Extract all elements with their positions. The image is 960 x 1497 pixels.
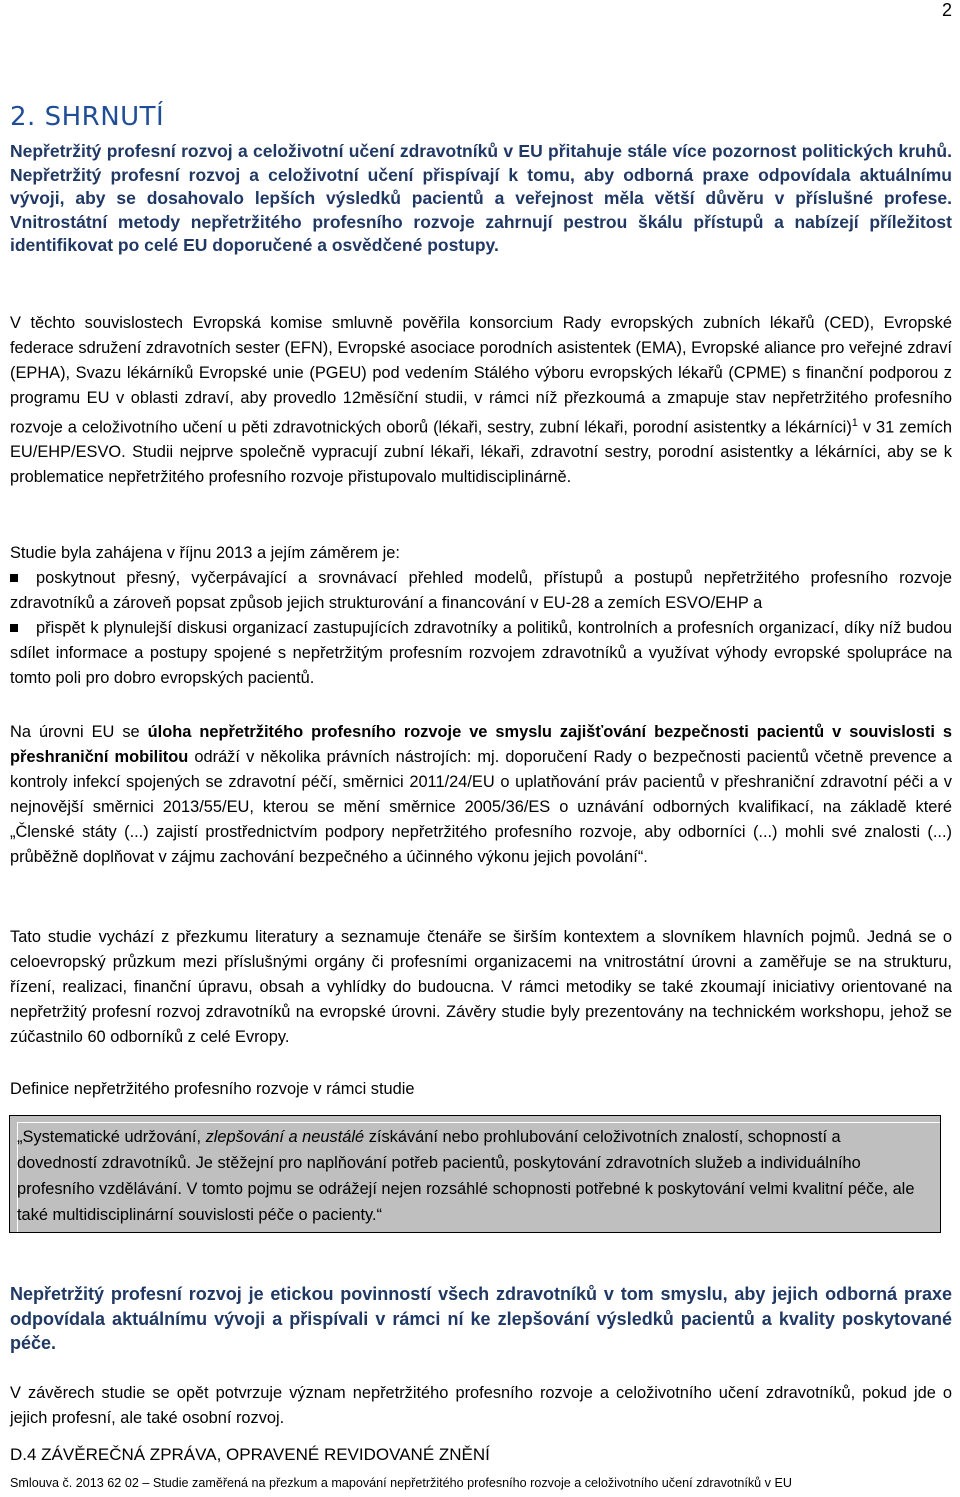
intro-summary: Nepřetržitý profesní rozvoj a celoživotní učení zdravotníků v EU přitahuje stále více pozornost politických kruhů. Nepřetržitý profesní rozvoj a celoživotní učení přispívají k tomu, aby odborná praxe odpovídala aktuálnímu vývoji, aby se dosahovalo lepších výsledků pacientů a veřejnost měla větší důvěru v příslušné profese. Vnitrostátní metody nepřetržitého profesního rozvoje zahrnují pestrou škálu přístupů a nabízejí příležitost identifikovat po celé EU doporučené a osvědčené postupy. [10,141,952,255]
page-number: 2 [941,0,952,20]
list-item: poskytnout přesný, vyčerpávající a srovnávací přehled modelů, přístupů a postupů nepřetržitého profesního rozvoje zdravotníků a zároveň popsat způsob jejich strukturování a financování v EU-28 a zemích ESVO/EHP a [10,569,952,612]
consortium-text: V těchto souvislostech Evropská komise smluvně pověřila konsorcium Rady evropských zubních lékařů (CED), Evropské federace sdružení zdravotních sester (EFN), Evropské asociace porodních asistentek (EMA), Evropské aliance pro veřejné zdraví (EPHA), Svazu lékárníků Evropské unie (PGEU) pod vedením Stálého výboru evropských lékařů (CPME) s finanční podporou z programu EU v oblasti zdraví, aby provedlo 12měsíční studii, v rámci níž přezkoumá a zmapuje stav nepřetržitého profesního rozvoje a celoživotního učení u pěti zdravotnických oborů (lékaři, sestry, zubní lékaři, porodní asistentky a lékárníci) [10,314,952,437]
square-bullet-icon [10,574,18,582]
list-item: přispět k plynulejší diskusi organizací zastupujících zdravotníky a politiků, kontrolních a profesních organizací, díky níž budou sdílet informace a postupy spojené s nepřetržitým profesním rozvojem zdravotníků a využívat výhody evropské spolupráce na tomto poli pro dobro evropských pacientů. [10,619,952,687]
definition-label: Definice nepřetržitého profesního rozvoje v rámci studie [10,1080,415,1098]
footnote-ref[interactable]: 1 [851,417,858,429]
footer-contract: Smlouva č. 2013 62 02 – Studie zaměřená na přezkum a mapování nepřetržitého profesního rozvoje a celoživotního učení zdravotníků v EU [10,1476,792,1490]
definition-quote: „Systematické udržování, zlepšování a neustálé získávání nebo prohlubování celoživotních znalostí, schopností a dovedností zdravotníků. Je stěžejní pro naplňování potřeb pacientů, poskytování zdravotních služeb a individuálního profesního vzdělávání. V tomto pojmu se odrážejí nejen rozsáhlé schopnosti potřebné k poskytování velmi kvalitní péče, ale také multidisciplinární souvislosti péče o pacienty.“ [17,1128,915,1224]
conclusion-paragraph: V závěrech studie se opět potvrzuje význam nepřetržitého profesního rozvoje a celoživotního učení zdravotníků, pokud jde o jejich profesní, ale také osobní rozvoj. [10,1384,952,1427]
eu-level-bold: úloha nepřetržitého profesního rozvoje ve smyslu zajišťování bezpečnosti pacientů v souvislosti s přeshraniční mobilitou [10,723,953,766]
ethics-statement: Nepřetržitý profesní rozvoj je etickou povinností všech zdravotníků v tom smyslu, aby jejich odborná praxe odpovídala aktuálnímu vývoji a přispívali v rámci ní ke zlepšování výsledků pacientů a kvality poskytované péče. [10,1284,952,1353]
footer-title: D.4 ZÁVĚREČNÁ ZPRÁVA, OPRAVENÉ REVIDOVANÉ ZNĚNÍ [10,1445,490,1464]
study-lead: Studie byla zahájena v říjnu 2013 a jejím záměrem je: [10,544,400,562]
methodology-paragraph: Tato studie vychází z přezkumu literatury a seznamuje čtenáře se širším kontextem a slovníkem hlavních pojmů. Jedná se o celoevropský průzkum mezi příslušnými orgány či profesními organizacemi na vnitrostátní úrovni a zaměřuje se na strukturu, řízení, realizaci, finanční úpravu, obsah a vyhlídky do budoucna. V rámci metodiky se také zkoumají iniciativy orientované na nepřetržitý profesní rozvoj zdravotníků na evropské úrovni. Závěry studie byly prezentovány na technickém workshopu, jehož se zúčastnilo 60 odborníků z celé Evropy. [10,928,952,1046]
study-goals [10,541,952,691]
consortium-text-after: v 31 zemích EU/EHP/ESVO. Studii nejprve společně vypracují zubní lékaři, lékaři, zdravotní sestry, porodní asistentky a lékárníci, aby se k problematice nepřetržitého profesního rozvoje přistupovalo multidisciplinárně. [10,418,952,487]
eu-level-paragraph: Na úrovni EU se úloha nepřetržitého profesního rozvoje ve smyslu zajišťování bezpečnosti pacientů v souvislosti s přeshraniční mobilitou odráží v několika právních nástrojích: mj. doporučení Rady o bezpečnosti pacientů včetně prevence a kontroly infekcí spojených se zdravotní péčí, směrnici 2011/24/EU o uplatňování práv pacientů v přeshraniční zdravotní péči a v nejnovější směrnici 2013/55/EU, kterou se mění směrnice 2005/36/ES o uznávání odborných kvalifikací, na základě které „Členské státy (...) zajistí prostřednictvím podpory nepřetržitého profesního rozvoje, aby odborníci (...) mohli své znalosti (...) průběžně doplňovat v zájmu zachování bezpečného a účinného výkonu jejich povolání“. [10,723,953,866]
consortium-paragraph [10,311,952,490]
square-bullet-icon [10,624,18,632]
section-heading: 2. SHRNUTÍ [10,102,165,132]
